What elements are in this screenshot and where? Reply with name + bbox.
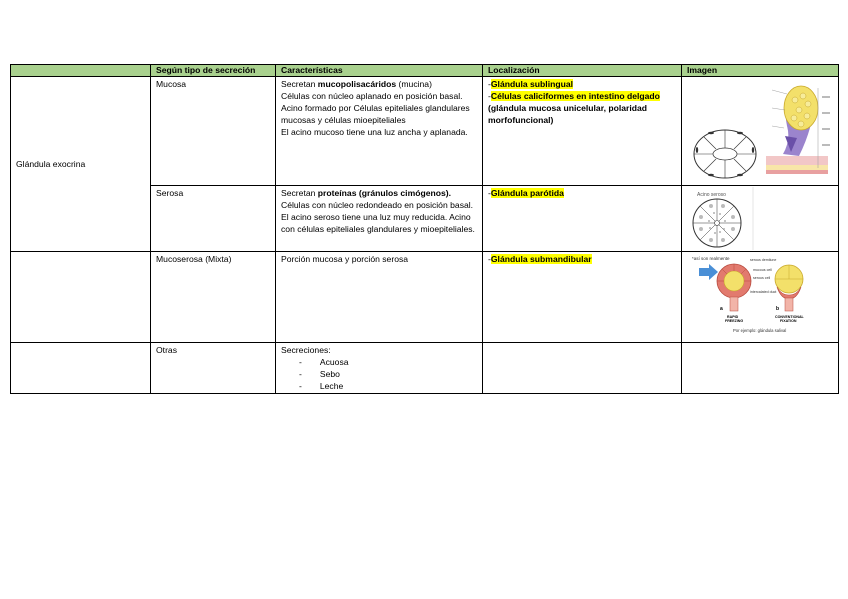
loc-mucoserosa-text: Glándula submandibular [490,254,592,264]
serous-caption: Acino seroso [697,192,726,198]
car-mucosa-1c: (mucina) [396,79,432,89]
mixta-lab-3: serous cell [753,276,771,280]
group-label-cell [11,77,151,252]
car-mucosa-line-1 [281,78,477,90]
loc-mucosa-2-dash: - [488,91,491,101]
car-mucosa [276,77,483,186]
car-serosa-line-2: Células con núcleo redondeado en posición basal. El acino seroso tiene una luz muy reducida. Acino con células epiteliales glandulares y mioepiteliales. [281,200,475,234]
table-row-mucosa [11,77,839,186]
header-group [11,65,151,77]
loc-serosa-dash: - [488,188,491,198]
mixta-lab-4: intercalated duct [750,290,777,294]
mixta-lab-2: mucous cell [753,268,772,272]
goblet-cell-diagram [766,86,830,174]
img-otras-cell [682,343,839,394]
car-mucosa-line-4: El acino mucoso tiene una luz ancha y aplanada. [281,127,468,137]
car-mucoserosa: Porción mucosa y porción serosa [276,252,483,343]
car-mucosa-line-3: Acino formado por Células epiteliales glandulares mucosas y células mioepiteliales [281,103,470,125]
group-empty-mucoserosa [11,252,151,343]
mixed-gland-illustration [687,253,844,341]
mixta-b-caption-1: CONVENTIONAL [775,315,804,319]
tipo-otras: Otras [151,343,276,394]
blue-arrow-icon [699,264,718,280]
secreciones-list [281,356,477,392]
car-mucosa-1a: Secretan [281,79,318,89]
tipo-mucoserosa: Mucoserosa (Mixta) [151,252,276,343]
car-otras [276,343,483,394]
list-item-text: Sebo [319,369,340,379]
list-dash: - [299,357,302,367]
mixta-note: *así son realmente [692,256,730,261]
car-otras-title: Secreciones: [281,345,331,355]
header-row [11,65,839,77]
mixta-footer: Por ejemplo: glándula salival [733,328,787,333]
loc-serosa-text: Glándula parótida [490,188,564,198]
car-serosa-line-1 [281,187,477,199]
img-mucoserosa-cell [682,252,839,343]
list-item [281,380,477,392]
list-item [281,356,477,368]
list-item-text: Leche [319,381,344,391]
loc-mucosa-1-text: Glándula sublingual [490,79,573,89]
table-row-otras [11,343,839,394]
list-item [281,368,477,380]
serous-acinus-illustration [687,187,844,250]
header-localizacion: Localización [483,65,682,77]
car-serosa-1b: proteínas (gránulos cimógenos). [317,188,452,198]
loc-mucoserosa [483,252,682,343]
list-dash: - [299,369,302,379]
img-serosa-cell [682,186,839,252]
loc-mucosa-1-dash: - [488,79,491,89]
list-dash: - [299,381,302,391]
mixed-acinus-b [775,265,803,311]
car-serosa-1a: Secretan [281,188,318,198]
mixta-lab-1: serous demilune [750,258,777,262]
img-mucosa-cell [682,77,839,186]
list-item-text: Acuosa [319,357,349,367]
loc-serosa [483,186,682,252]
mixta-b-caption-2: FIXATION [780,319,797,323]
loc-otras [483,343,682,394]
car-mucosa-line-2: Células con núcleo aplanado en posición basal. [281,91,463,101]
loc-mucosa-2-text: Células caliciformes en intestino delgado [490,91,660,101]
car-mucosa-1b: mucopolisacáridos [317,79,397,89]
mixta-a-caption-1: RAPID [727,315,739,319]
loc-mucosa [483,77,682,186]
loc-mucosa-1 [488,78,676,90]
tipo-mucosa: Mucosa [151,77,276,186]
loc-mucosa-2-rest: (glándula mucosa unicelular, polaridad morfofuncional) [488,103,648,125]
group-label: Glándula exocrina [16,159,86,169]
mucous-acinus-crosssection [694,130,756,178]
mixta-a: a [720,306,723,312]
table-row-mucoserosa [11,252,839,343]
loc-mucoserosa-dash: - [488,254,491,264]
mixta-b: b [776,306,780,312]
mixed-acinus-a [717,264,751,311]
group-empty-otras [11,343,151,394]
mucosa-acino-illustration [687,78,844,184]
loc-mucosa-2 [488,90,676,126]
mixta-a-caption-2: FREEZING [725,319,744,323]
glandula-table [10,64,839,394]
header-caracteristicas: Características [276,65,483,77]
tipo-serosa: Serosa [151,186,276,252]
header-imagen: Imagen [682,65,839,77]
car-serosa [276,186,483,252]
header-tipo: Según tipo de secreción [151,65,276,77]
